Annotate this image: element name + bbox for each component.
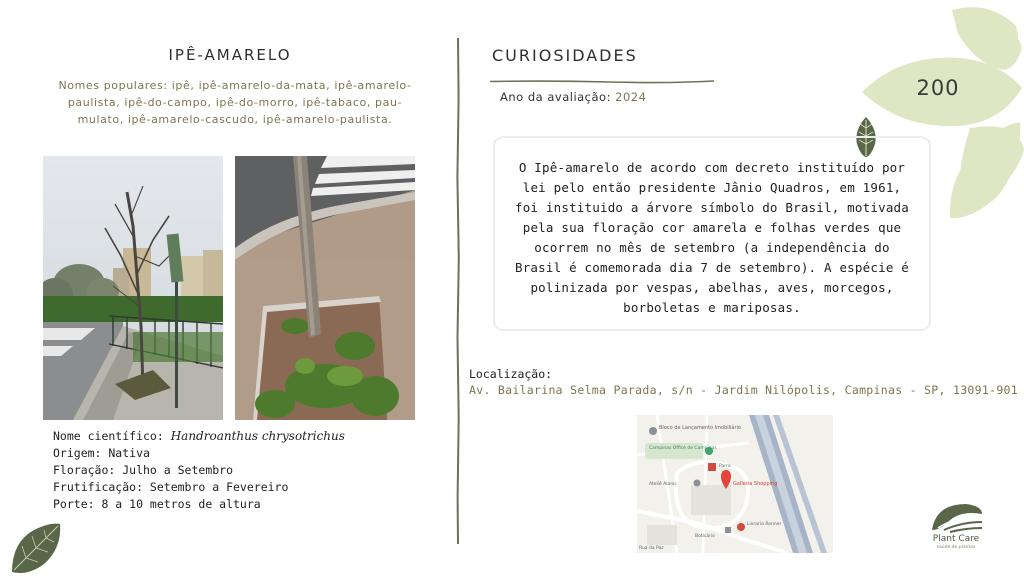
scientific-name-row [53, 428, 345, 445]
species-info [53, 428, 345, 513]
curiosities-title: CURIOSIDADES [492, 46, 638, 65]
popular-names: Nomes populares: ipê, ipê-amarelo-da-mata, ipê-amarelo-paulista, ipê-do-campo, ipê-do-morro, ipê-tabaco, pau-mulato, ipê-amarelo-cascudo, ipê-amarelo-paulista. [58, 79, 412, 126]
flowering-row: Floração: Julho a Setembro [53, 463, 234, 477]
map-pin-1 [649, 427, 657, 435]
evaluation-year-value: 2024 [615, 90, 647, 104]
map-label-7: Boticário [695, 534, 715, 539]
map-label-6: Livraria Renner [747, 522, 782, 527]
map-label-4: Galleria Shopping [733, 481, 778, 487]
map-label-1: Bloco de Lançamento Imobiliário [659, 425, 741, 431]
map-label-5: Ateliê Alanis [649, 482, 677, 487]
origin-row: Origem: Nativa [53, 446, 150, 460]
map-label-2: Campinas Office de Campinas [649, 446, 717, 451]
vertical-divider [456, 38, 460, 544]
evaluation-year [500, 90, 646, 104]
scientific-name-value: Handroanthus chrysotrichus [170, 429, 345, 443]
map-label-8: Rua da Paz [639, 546, 664, 551]
leaf-top-decoration [950, 4, 1024, 66]
location-address: Av. Bailarina Selma Parada, s/n - Jardim Nilópolis, Campinas - SP, 13091-901 [469, 383, 1018, 397]
size-row: Porte: 8 a 10 metros de altura [53, 497, 261, 511]
leaf-corner-icon [8, 520, 64, 576]
location-map[interactable] [637, 415, 833, 553]
brand-name: Plant Care [932, 534, 980, 544]
curiosity-card [493, 136, 931, 331]
map-pin-3 [708, 463, 716, 471]
map-pin-6 [725, 527, 731, 533]
scientific-name-label: Nome científico: [53, 429, 171, 443]
leaf-right-decoration [946, 118, 1024, 222]
brand-tagline: saúde de plantas [936, 545, 976, 550]
map-pin-5 [737, 523, 745, 531]
badge-number: 200 [916, 76, 960, 100]
fruiting-row: Frutificação: Setembro a Fevereiro [53, 480, 289, 494]
tree-photo-base [235, 156, 415, 420]
map-label-3: Parra [719, 464, 731, 469]
species-title: IPÊ-AMARELO [168, 46, 292, 64]
plant-care-logo [916, 500, 996, 564]
curiosity-text: O Ipê-amarelo de acordo com decreto instituído por lei pelo então presidente Jânio Quadros, em 1961, foi instituido a árvore símbolo do Brasil, motivada pela sua floração cor amarela e folhas verdes que ocorrem no mês de setembro (a independência do Brasil é comemorada dia 7 de setembro). A espécie é polinizada por vespas, abelhas, aves, morcegos, borboletas e mariposas. [514, 160, 909, 315]
map-pin-4 [694, 480, 701, 487]
tree-photo-street [43, 156, 223, 420]
evaluation-year-label: Ano da avaliação: [500, 90, 616, 104]
title-underline [490, 69, 714, 74]
location-label: Localização: [469, 367, 553, 381]
